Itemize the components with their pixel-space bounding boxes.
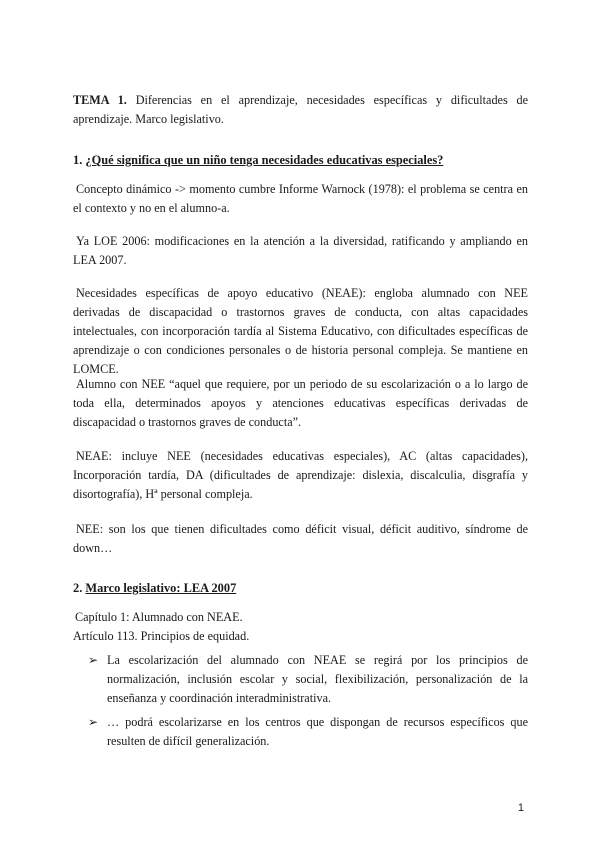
list-item — [88, 651, 528, 708]
arrow-bullet-icon: ➢ — [88, 653, 99, 667]
section1-paragraph: NEAE: incluye NEE (necesidades educativas especiales), AC (altas capacidades), Incorporación tardía, DA (dificultades de aprendizaje: dislexia, discalculia, disgrafía y disortografía), Hª personal compleja. — [73, 449, 528, 501]
section2-heading: 2. Marco legislativo: LEA 2007 — [73, 581, 237, 595]
chapter-line: Capítulo 1: Alumnado con NEAE. — [75, 610, 243, 624]
page-number: 1 — [517, 802, 524, 814]
arrow-bullet-icon: ➢ — [88, 715, 99, 729]
section1-paragraph: Necesidades específicas de apoyo educativo (NEAE): engloba alumnado con NEE derivadas de discapacidad o trastornos graves de conducta, con altas capacidades intelectuales, con incorporación tardía al Sistema Educativo, con dificultades específicas de aprendizaje o con condiciones personales o de historia personal compleja. Se mantiene en LOMCE. — [73, 286, 528, 376]
section1-paragraph: NEE: son los que tienen dificultades como déficit visual, déficit auditivo, síndrome de down… — [73, 522, 528, 555]
document-title — [73, 91, 528, 129]
list-item-text: … podrá escolarizarse en los centros que dispongan de recursos específicos que resulten de difícil generalización. — [107, 715, 528, 748]
section1-paragraph: Alumno con NEE “aquel que requiere, por un periodo de su escolarización o a lo largo de toda ella, determinados apoyos y atenciones educativas específicas derivadas de discapacidad o trastornos graves de conducta”. — [73, 377, 528, 429]
title-label: TEMA 1. — [73, 93, 127, 107]
list-item-text: La escolarización del alumnado con NEAE se regirá por los principios de normalización, inclusión escolar y social, flexibilización, personalización de la enseñanza y coordinación interadministrativa. — [107, 653, 528, 705]
article-line: Artículo 113. Principios de equidad. — [73, 629, 250, 643]
title-text: Diferencias en el aprendizaje, necesidades específicas y dificultades de aprendizaje. Marco legislativo. — [73, 93, 529, 126]
section1-heading: 1. ¿Qué significa que un niño tenga necesidades educativas especiales? — [73, 153, 444, 167]
section1-paragraph: Ya LOE 2006: modificaciones en la atención a la diversidad, ratificando y ampliando en LEA 2007. — [73, 234, 528, 267]
list-item — [88, 713, 528, 751]
section1-paragraph: Concepto dinámico -> momento cumbre Informe Warnock (1978): el problema se centra en el contexto y no en el alumno-a. — [73, 182, 528, 215]
